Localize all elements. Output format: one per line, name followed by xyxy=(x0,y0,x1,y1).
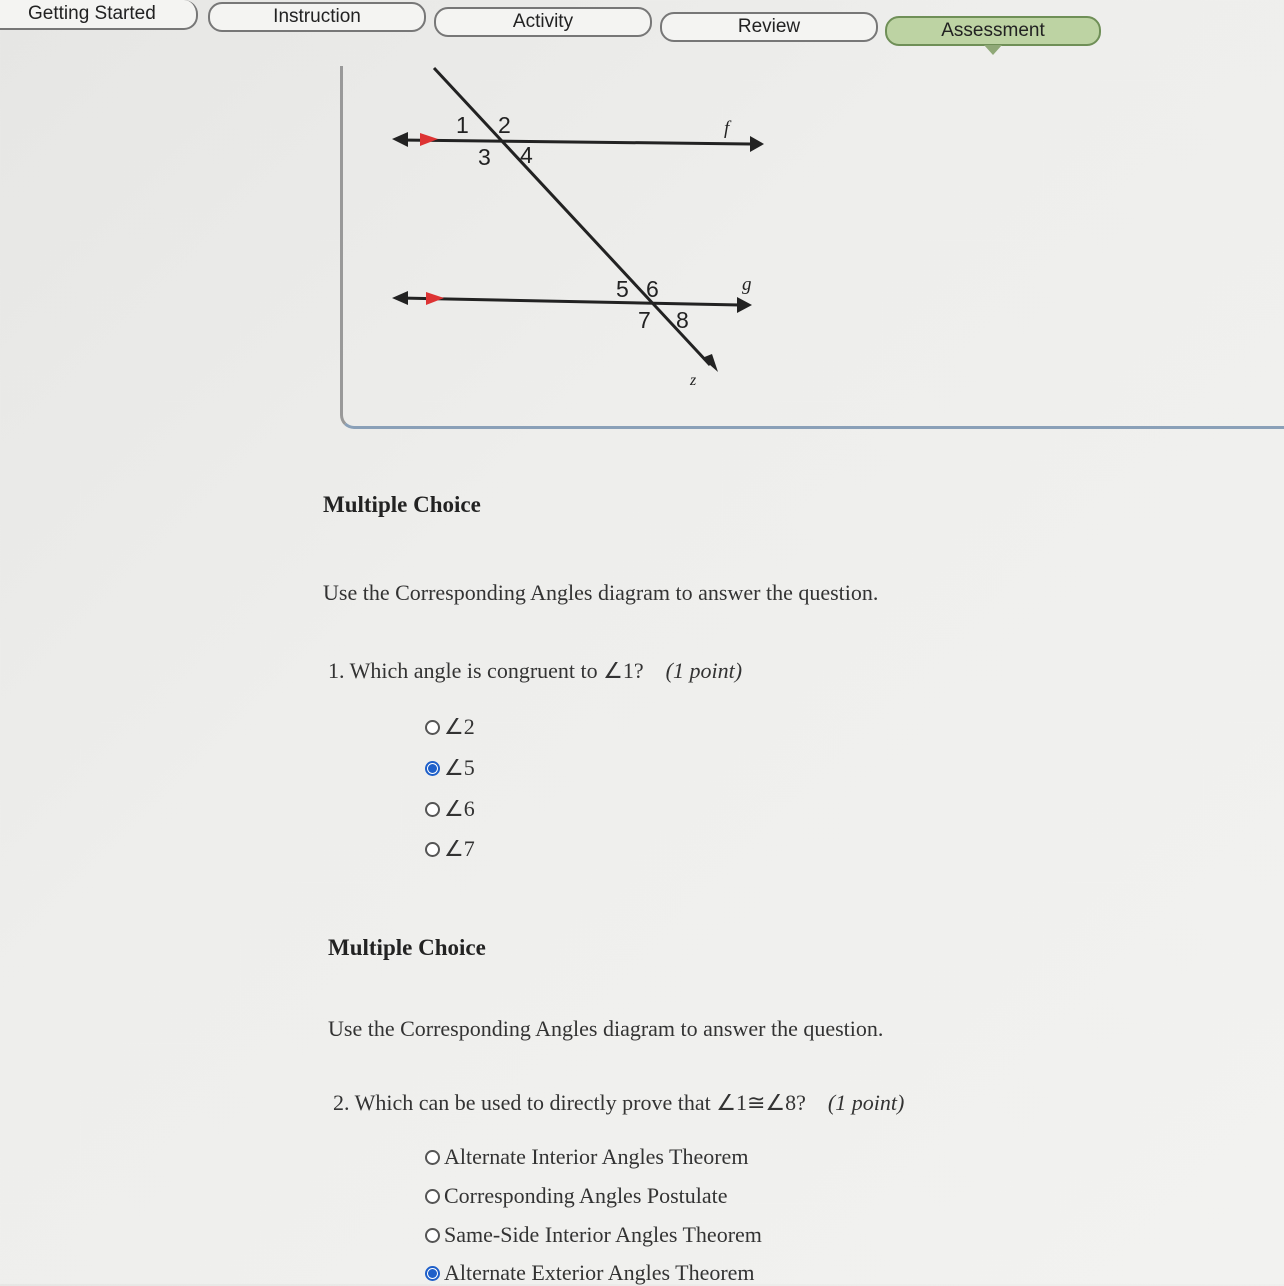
q2-option-4[interactable] xyxy=(425,1260,755,1286)
line-f xyxy=(400,140,750,144)
line-label-g: g xyxy=(742,274,752,295)
q2-option-2[interactable] xyxy=(425,1183,728,1209)
option-label: ∠5 xyxy=(444,755,475,780)
angle-label-2: 2 xyxy=(498,112,511,138)
q2-heading: Multiple Choice xyxy=(328,935,486,960)
q1-option-4[interactable] xyxy=(425,836,475,862)
arrowhead-f-left xyxy=(392,132,408,147)
line-g xyxy=(400,298,740,305)
option-label: ∠7 xyxy=(444,836,475,861)
red-arrow-f xyxy=(420,133,438,146)
transversal-z xyxy=(434,68,710,365)
radio-button-selected[interactable] xyxy=(425,1266,440,1281)
line-label-z: z xyxy=(690,372,697,389)
q1-question xyxy=(328,658,742,684)
tab-instruction[interactable]: Instruction xyxy=(208,2,426,32)
angle-label-4: 4 xyxy=(520,142,533,168)
radio-button[interactable] xyxy=(425,1189,440,1204)
q1-question-text: 1. Which angle is congruent to ∠1? xyxy=(328,658,644,683)
q2-instruction: Use the Corresponding Angles diagram to answer the question. xyxy=(328,1016,884,1041)
q1-option-3[interactable] xyxy=(425,796,475,822)
line-label-f: f xyxy=(724,118,730,139)
option-label: Alternate Exterior Angles Theorem xyxy=(444,1260,755,1285)
option-label: Alternate Interior Angles Theorem xyxy=(444,1144,749,1169)
q1-option-1[interactable] xyxy=(425,714,475,740)
q2-question xyxy=(333,1090,904,1116)
q2-question-text: 2. Which can be used to directly prove that ∠1≅∠8? xyxy=(333,1090,806,1115)
angle-label-1: 1 xyxy=(456,112,469,138)
red-arrow-g xyxy=(426,292,444,305)
tab-review[interactable]: Review xyxy=(660,12,878,42)
q2-option-3[interactable] xyxy=(425,1222,762,1248)
radio-button[interactable] xyxy=(425,1228,440,1243)
angle-label-8: 8 xyxy=(676,307,689,333)
angle-label-3: 3 xyxy=(478,144,491,170)
option-label: ∠2 xyxy=(444,714,475,739)
q1-instruction: Use the Corresponding Angles diagram to answer the question. xyxy=(323,580,879,605)
radio-button[interactable] xyxy=(425,842,440,857)
angle-label-7: 7 xyxy=(638,307,651,333)
q2-points: (1 point) xyxy=(827,1090,905,1115)
q1-option-2[interactable] xyxy=(425,755,475,781)
arrowhead-g-left xyxy=(392,291,408,305)
tab-activity[interactable]: Activity xyxy=(434,7,652,37)
radio-button-selected[interactable] xyxy=(425,761,440,776)
tab-getting-started[interactable]: Getting Started xyxy=(0,0,198,30)
q2-option-1[interactable] xyxy=(425,1144,748,1170)
corresponding-angles-diagram xyxy=(380,60,780,400)
q1-points: (1 point) xyxy=(665,658,743,683)
option-label: ∠6 xyxy=(444,796,475,821)
arrowhead-f-right xyxy=(750,136,764,152)
radio-button[interactable] xyxy=(425,1150,440,1165)
q1-heading: Multiple Choice xyxy=(323,492,481,517)
angle-label-6: 6 xyxy=(646,276,659,302)
option-label: Same-Side Interior Angles Theorem xyxy=(444,1222,762,1247)
radio-button[interactable] xyxy=(425,720,440,735)
angle-label-5: 5 xyxy=(616,276,629,302)
tab-assessment[interactable]: Assessment xyxy=(885,16,1101,46)
arrowhead-z xyxy=(702,354,718,372)
radio-button[interactable] xyxy=(425,802,440,817)
section-tabs xyxy=(0,0,1284,60)
option-label: Corresponding Angles Postulate xyxy=(444,1183,728,1208)
arrowhead-g-right xyxy=(737,297,752,313)
